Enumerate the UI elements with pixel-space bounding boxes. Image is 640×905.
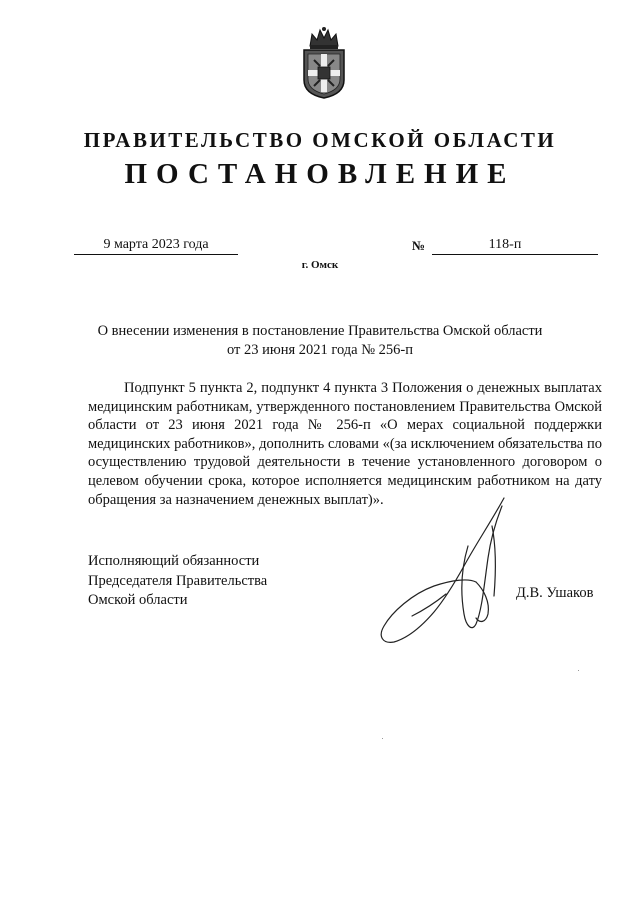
scan-speck (578, 670, 579, 671)
signer-position-line: Омской области (88, 592, 188, 608)
signer-position-line: Исполняющий обязанности (88, 553, 260, 569)
document-type: ПОСТАНОВЛЕНИЕ (124, 158, 516, 190)
government-name: ПРАВИТЕЛЬСТВО ОМСКОЙ ОБЛАСТИ (83, 128, 557, 152)
number-sign: № (412, 238, 426, 253)
signer-position (88, 552, 267, 611)
document-date: 9 марта 2023 года (103, 237, 209, 252)
date-field (74, 236, 238, 255)
signer-name: Д.В. Ушаков (516, 585, 594, 601)
body-paragraph: Подпункт 5 пункта 2, подпункт 4 пункта 3 Положения о денежных выплатах медицинским работникам, утвержденного постановлением Правительства Омской области от 23 июня 2021 года № 256-п «О мерах социальной поддержки медицинских работников», дополнить словами «(за исключением обязательства по осуществлению трудовой деятельности в течение установленного договором о целевом обучении срока, которое исполняется медицинским работником на дату обращения за назначением денежных выплат)». (88, 380, 602, 508)
document-number: 118-п (488, 237, 522, 252)
city: г. Омск (301, 259, 339, 271)
handwritten-signature (372, 486, 522, 648)
scan-speck (382, 738, 383, 739)
number-field (432, 236, 598, 255)
subject-line-2: от 23 июня 2021 года № 256-п (226, 342, 414, 358)
signer-position-line: Председателя Правительства (88, 572, 268, 589)
document-subject (90, 322, 550, 360)
subject-line-1: О внесении изменения в постановление Правительства Омской области (97, 323, 543, 339)
coat-of-arms-icon (300, 26, 348, 100)
